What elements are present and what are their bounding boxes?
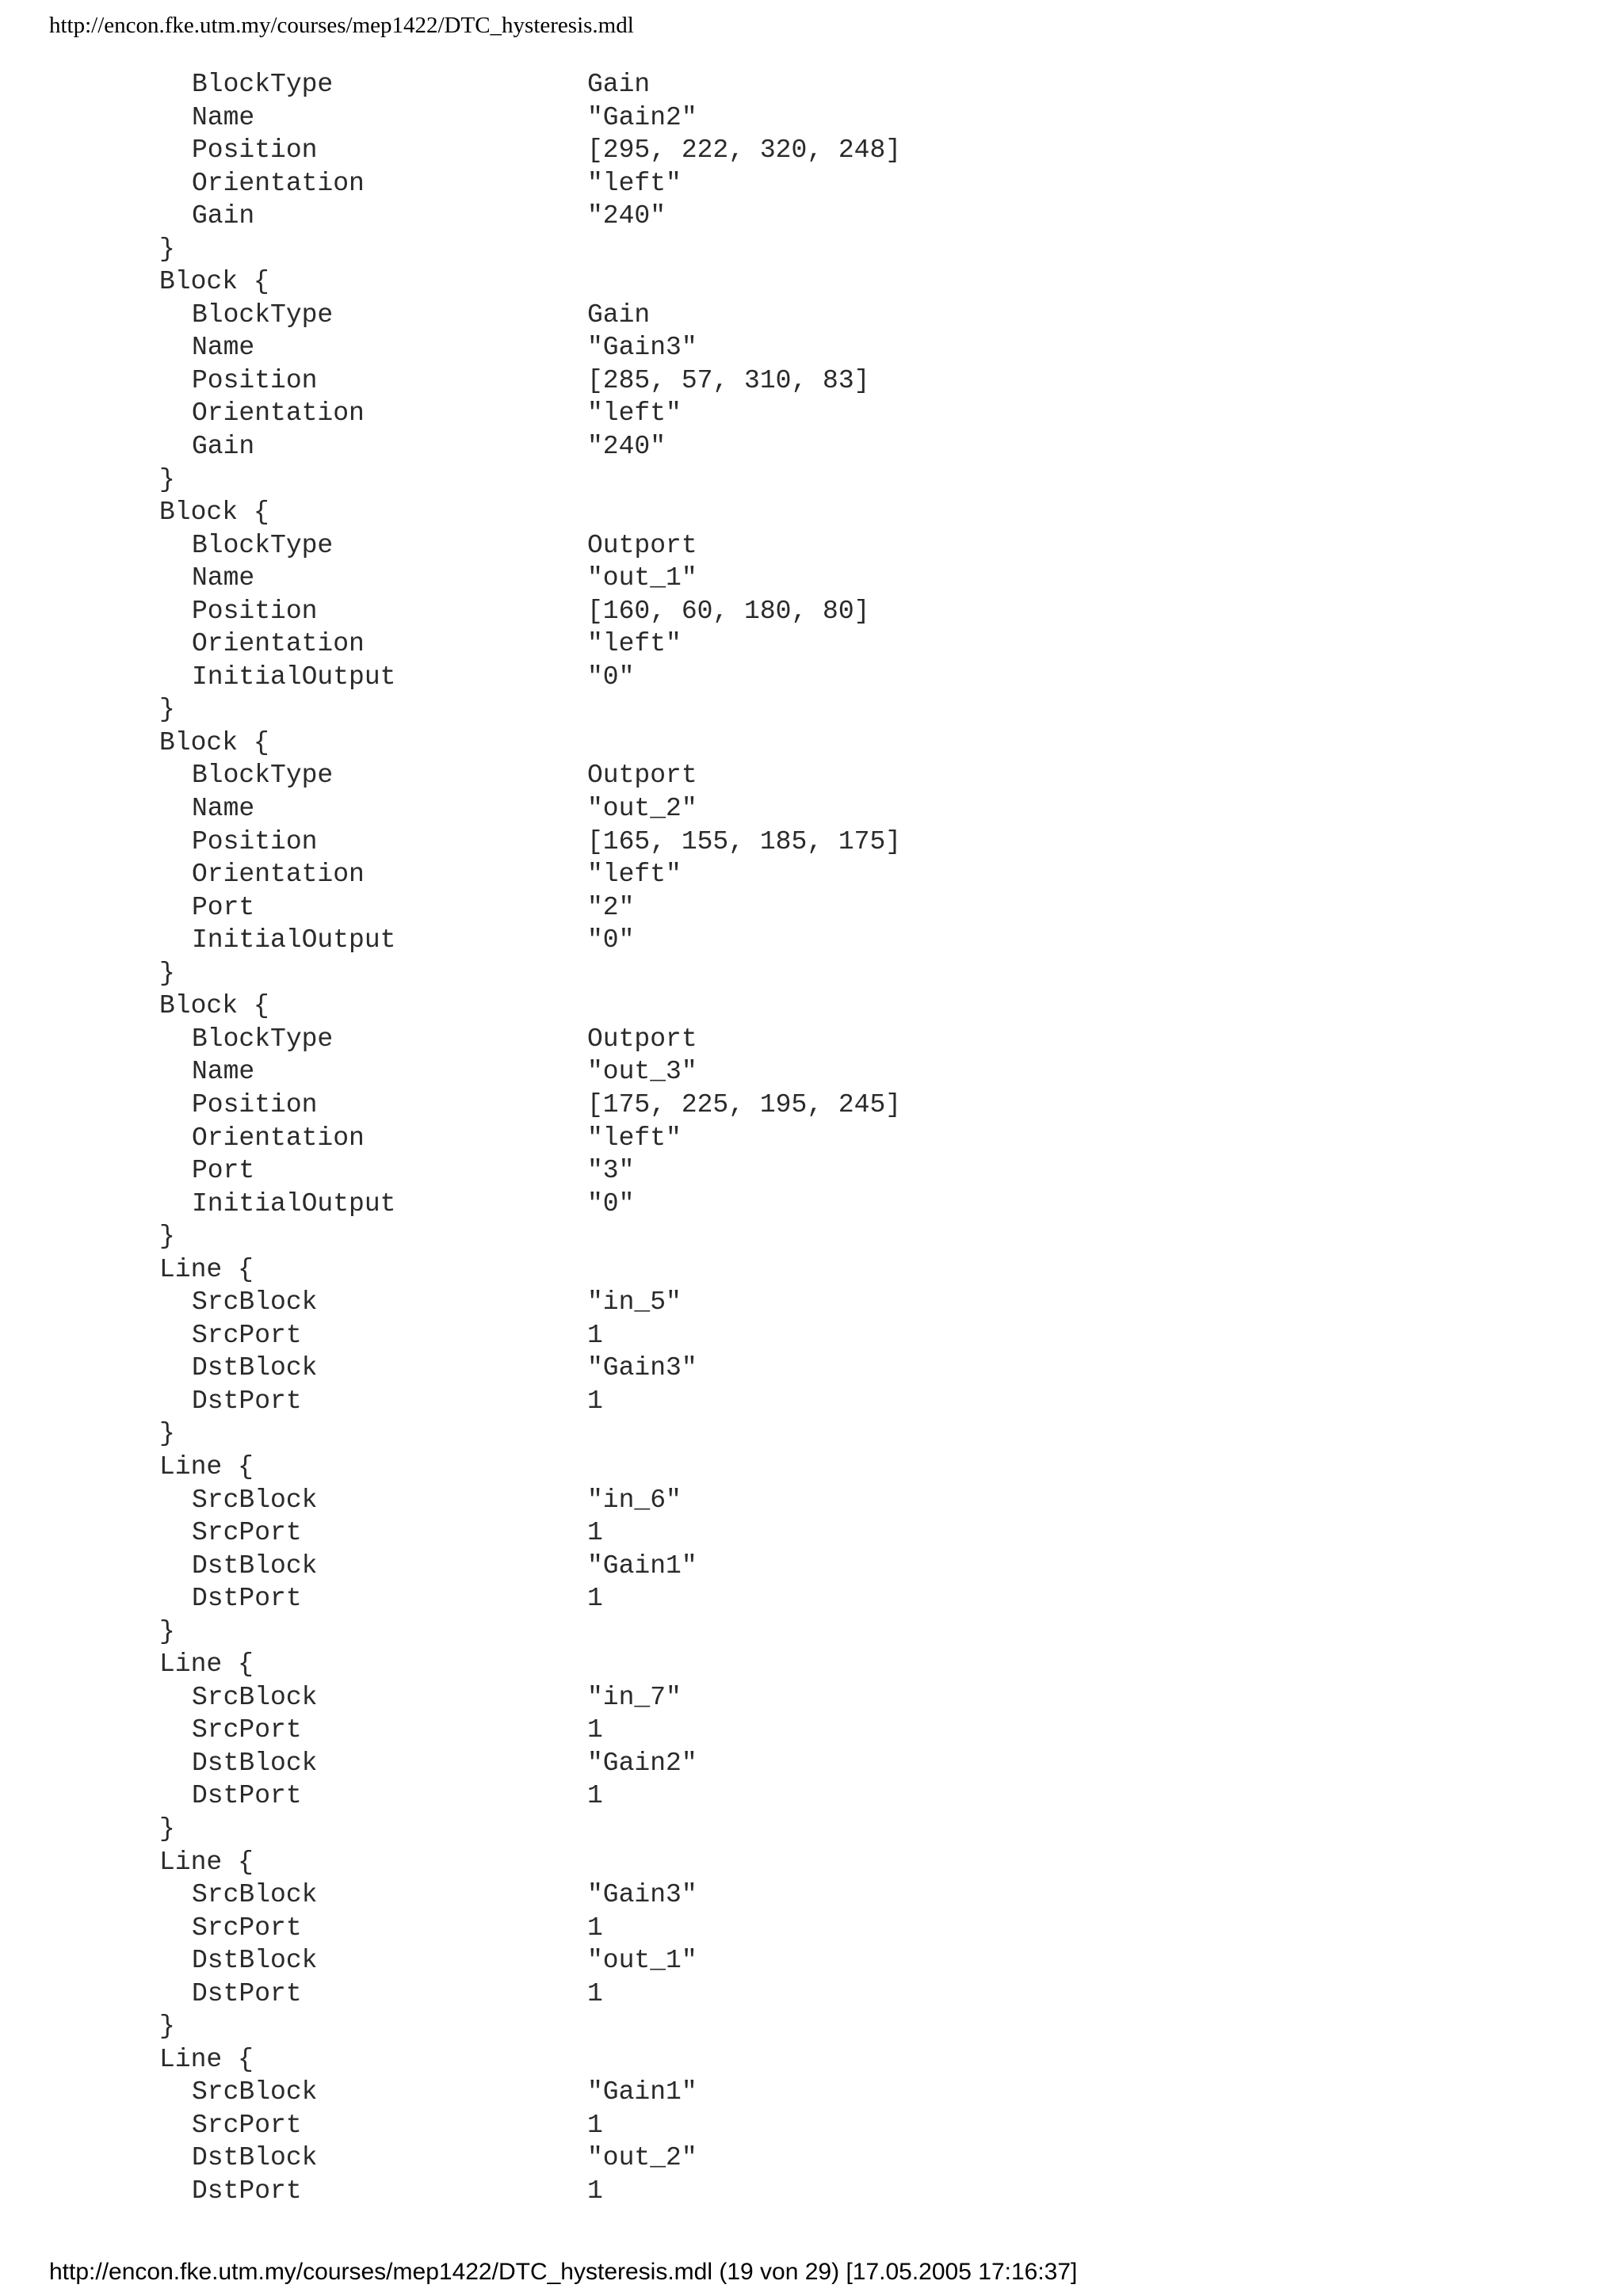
code-line-property <box>0 826 1623 859</box>
property-value: [165, 155, 185, 175] <box>587 826 902 856</box>
code-line-property <box>0 1286 1623 1319</box>
code-line-property <box>0 1516 1623 1550</box>
closing-brace: } <box>159 234 175 264</box>
section-header: Line { <box>159 1254 254 1284</box>
property-key: Orientation <box>192 399 365 429</box>
code-line-property <box>0 891 1623 925</box>
code-line-section-close <box>0 693 1623 727</box>
property-value: [285, 57, 310, 83] <box>587 365 870 395</box>
code-line-property <box>0 1714 1623 1747</box>
code-line-property <box>0 1484 1623 1517</box>
property-key: SrcBlock <box>192 1880 318 1910</box>
property-key: SrcBlock <box>192 1287 318 1318</box>
property-value: "0" <box>587 662 635 692</box>
property-value: "out_1" <box>587 563 697 593</box>
property-key: Name <box>192 794 255 824</box>
property-key: SrcBlock <box>192 1682 318 1712</box>
property-key: InitialOutput <box>192 925 396 955</box>
code-line-section-close <box>0 2010 1623 2043</box>
property-key: DstPort <box>192 2176 302 2206</box>
property-key: InitialOutput <box>192 662 396 692</box>
property-key: DstBlock <box>192 1353 318 1383</box>
property-value: 1 <box>587 1715 603 1745</box>
section-header: Block { <box>159 498 269 528</box>
property-key: DstPort <box>192 1386 302 1416</box>
property-value: 1 <box>587 1913 603 1943</box>
code-line-property <box>0 595 1623 628</box>
code-line-property <box>0 364 1623 398</box>
property-key: SrcPort <box>192 1320 302 1350</box>
code-line-section-close <box>0 1417 1623 1451</box>
property-key: InitialOutput <box>192 1188 396 1219</box>
property-value: Gain <box>587 299 651 330</box>
code-line-property <box>0 1352 1623 1385</box>
property-key: Orientation <box>192 629 365 659</box>
property-key: Orientation <box>192 168 365 198</box>
section-header: Line { <box>159 1650 254 1680</box>
property-key: Gain <box>192 432 255 462</box>
property-key: DstBlock <box>192 2143 318 2173</box>
property-value: "out_2" <box>587 794 697 824</box>
property-key: Orientation <box>192 1123 365 1153</box>
property-value: [175, 225, 195, 245] <box>587 1089 902 1119</box>
property-key: BlockType <box>192 1024 334 1054</box>
code-line-property <box>0 792 1623 826</box>
code-line-property <box>0 68 1623 101</box>
property-key: DstPort <box>192 1978 302 2008</box>
code-line-section-open <box>0 1451 1623 1484</box>
property-value: Gain <box>587 70 651 99</box>
property-value: "Gain3" <box>587 333 697 363</box>
property-key: DstBlock <box>192 1946 318 1976</box>
code-line-section-open <box>0 1253 1623 1287</box>
property-key: Port <box>192 1156 255 1186</box>
property-value: "left" <box>587 1123 682 1153</box>
property-value: "out_1" <box>587 1946 697 1976</box>
property-value: "0" <box>587 925 635 955</box>
code-line-property <box>0 759 1623 792</box>
property-key: Position <box>192 1089 318 1119</box>
property-key: Orientation <box>192 860 365 890</box>
code-line-section-close <box>0 463 1623 497</box>
code-line-property <box>0 661 1623 694</box>
property-value: "left" <box>587 629 682 659</box>
code-line-property <box>0 1681 1623 1714</box>
code-line-property <box>0 167 1623 200</box>
property-value: "Gain1" <box>587 1550 697 1581</box>
property-value: Outport <box>587 761 697 791</box>
property-value: 1 <box>587 1320 603 1350</box>
property-value: "in_5" <box>587 1287 682 1318</box>
closing-brace: } <box>159 1419 175 1449</box>
code-line-property <box>0 1385 1623 1418</box>
property-key: SrcPort <box>192 1913 302 1943</box>
closing-brace: } <box>159 1222 175 1252</box>
closing-brace: } <box>159 1616 175 1646</box>
property-key: SrcPort <box>192 2110 302 2140</box>
code-line-property <box>0 1779 1623 1813</box>
property-value: "in_7" <box>587 1682 682 1712</box>
property-value: 1 <box>587 2110 603 2140</box>
property-key: Name <box>192 102 255 132</box>
code-line-property <box>0 1912 1623 1945</box>
property-value: Outport <box>587 530 697 560</box>
code-line-property <box>0 1319 1623 1352</box>
property-key: Position <box>192 135 318 166</box>
property-key: Name <box>192 333 255 363</box>
property-value: 1 <box>587 1386 603 1416</box>
property-key: DstBlock <box>192 1748 318 1778</box>
code-line-property <box>0 1978 1623 2011</box>
closing-brace: } <box>159 2012 175 2042</box>
property-key: DstPort <box>192 1584 302 1614</box>
property-value: "left" <box>587 860 682 890</box>
property-key: Gain <box>192 201 255 231</box>
code-line-property <box>0 430 1623 463</box>
code-line-property <box>0 2175 1623 2208</box>
code-line-property <box>0 101 1623 135</box>
property-key: BlockType <box>192 530 334 560</box>
property-value: "out_3" <box>587 1057 697 1087</box>
section-header: Line { <box>159 1451 254 1482</box>
property-value: "out_2" <box>587 2143 697 2173</box>
mdl-code-listing <box>0 68 1623 2208</box>
property-key: SrcPort <box>192 1715 302 1745</box>
property-value: 1 <box>587 1584 603 1614</box>
code-line-property <box>0 299 1623 332</box>
property-key: DstPort <box>192 1781 302 1811</box>
code-line-section-close <box>0 957 1623 990</box>
page-header-url: http://encon.fke.utm.my/courses/mep1422/DTC_hysteresis.mdl <box>49 13 634 38</box>
code-line-property <box>0 562 1623 595</box>
property-value: "Gain2" <box>587 102 697 132</box>
section-header: Line { <box>159 2044 254 2074</box>
property-key: Position <box>192 826 318 856</box>
code-line-property <box>0 1122 1623 1155</box>
code-line-property <box>0 397 1623 430</box>
page-footer-url: http://encon.fke.utm.my/courses/mep1422/DTC_hysteresis.mdl (19 von 29) [17.05.2005 17:16:37] <box>49 2259 1078 2285</box>
code-line-section-close <box>0 1615 1623 1649</box>
code-line-section-close <box>0 1813 1623 1846</box>
code-line-property <box>0 331 1623 364</box>
closing-brace: } <box>159 1814 175 1844</box>
code-line-section-open <box>0 496 1623 529</box>
code-line-property <box>0 1188 1623 1221</box>
code-line-property <box>0 200 1623 233</box>
code-line-section-open <box>0 265 1623 299</box>
property-key: BlockType <box>192 299 334 330</box>
property-value: Outport <box>587 1024 697 1054</box>
code-line-property <box>0 1747 1623 1780</box>
closing-brace: } <box>159 464 175 494</box>
code-line-section-open <box>0 727 1623 760</box>
property-value: "240" <box>587 432 666 462</box>
code-line-property <box>0 2109 1623 2142</box>
code-line-property <box>0 1023 1623 1056</box>
code-line-property <box>0 2142 1623 2175</box>
property-value: "left" <box>587 168 682 198</box>
property-key: SrcBlock <box>192 2077 318 2107</box>
code-line-section-open <box>0 1846 1623 1879</box>
property-value: "Gain1" <box>587 2077 697 2107</box>
code-line-property <box>0 1089 1623 1122</box>
property-value: [295, 222, 320, 248] <box>587 135 902 166</box>
property-key: Name <box>192 563 255 593</box>
code-line-section-close <box>0 1220 1623 1253</box>
property-value: "2" <box>587 892 635 922</box>
property-value: "3" <box>587 1156 635 1186</box>
property-value: "Gain2" <box>587 1748 697 1778</box>
code-line-property <box>0 1055 1623 1089</box>
section-header: Block { <box>159 727 269 757</box>
property-value: "240" <box>587 201 666 231</box>
property-key: Position <box>192 596 318 626</box>
property-key: SrcBlock <box>192 1485 318 1515</box>
code-line-section-open <box>0 990 1623 1023</box>
property-key: Port <box>192 892 255 922</box>
code-line-property <box>0 1550 1623 1583</box>
code-line-property <box>0 1878 1623 1912</box>
code-line-section-open <box>0 2043 1623 2077</box>
property-value: 1 <box>587 1518 603 1548</box>
property-value: 1 <box>587 2176 603 2206</box>
property-value: "left" <box>587 399 682 429</box>
closing-brace: } <box>159 695 175 725</box>
code-line-section-open <box>0 1648 1623 1681</box>
property-key: Position <box>192 365 318 395</box>
section-header: Block { <box>159 267 269 297</box>
property-key: DstBlock <box>192 1550 318 1581</box>
closing-brace: } <box>159 958 175 988</box>
property-value: 1 <box>587 1978 603 2008</box>
section-header: Line { <box>159 1847 254 1877</box>
property-key: BlockType <box>192 70 334 99</box>
property-key: Name <box>192 1057 255 1087</box>
code-line-property <box>0 1944 1623 1978</box>
code-line-property <box>0 1154 1623 1188</box>
section-header: Block { <box>159 991 269 1021</box>
code-line-section-close <box>0 233 1623 266</box>
property-value: "Gain3" <box>587 1353 697 1383</box>
property-value: 1 <box>587 1781 603 1811</box>
property-value: "Gain3" <box>587 1880 697 1910</box>
property-value: "in_6" <box>587 1485 682 1515</box>
code-line-property <box>0 1582 1623 1615</box>
code-line-property <box>0 134 1623 167</box>
property-key: BlockType <box>192 761 334 791</box>
code-line-property <box>0 529 1623 563</box>
property-value: "0" <box>587 1188 635 1219</box>
code-line-property <box>0 924 1623 957</box>
code-line-property <box>0 627 1623 661</box>
code-line-property <box>0 858 1623 891</box>
property-key: SrcPort <box>192 1518 302 1548</box>
property-value: [160, 60, 180, 80] <box>587 596 870 626</box>
code-line-property <box>0 2076 1623 2109</box>
